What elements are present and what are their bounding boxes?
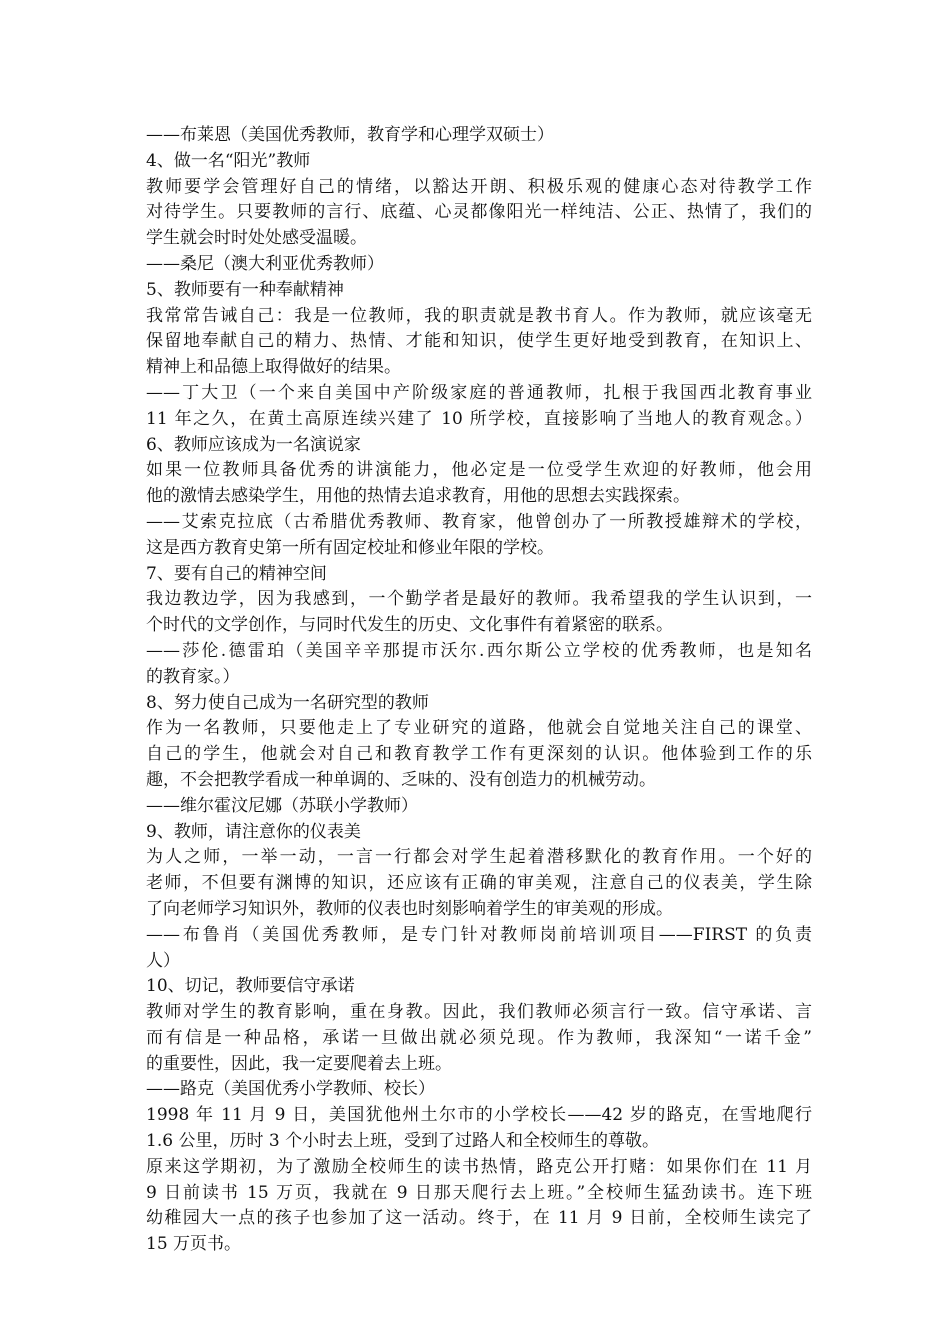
text-line: 15 万页书。 bbox=[146, 1234, 242, 1255]
text-line: 幼稚园大一点的孩子也参加了这一活动。终于，在 11 月 9 日前，全校师生读完了 bbox=[146, 1208, 812, 1229]
section-heading: 7、要有自己的精神空间 bbox=[146, 563, 327, 584]
text-line: 教师要学会管理好自己的情绪，以豁达开朗、积极乐观的健康心态对待教学工作 bbox=[146, 176, 812, 197]
text-line: 这是西方教育史第一所有固定校址和修业年限的学校。 bbox=[146, 537, 554, 558]
text-line: ——桑尼（澳大利亚优秀教师） bbox=[146, 253, 384, 274]
text-line: ——布莱恩（美国优秀教师，教育学和心理学双硕士） bbox=[146, 125, 554, 145]
text-line: 老师，不但要有渊博的知识，还应该有正确的审美观，注意自己的仪表美，学生除 bbox=[146, 873, 812, 894]
text-line: 原来这学期初，为了激励全校师生的读书热情，路克公开打赌：如果你们在 11 月 bbox=[146, 1156, 812, 1177]
text-line: 人） bbox=[146, 950, 180, 971]
text-line: 他的激情去感染学生，用他的热情去追求教育，用他的思想去实践探索。 bbox=[146, 486, 690, 507]
text-line: ——路克（美国优秀小学教师、校长） bbox=[146, 1079, 435, 1100]
text-line: 趣，不会把教学看成一种单调的、乏味的、没有创造力的机械劳动。 bbox=[146, 769, 656, 790]
section-heading: 4、做一名“阳光”教师 bbox=[146, 150, 311, 171]
section-heading: 8、努力使自己成为一名研究型的教师 bbox=[146, 692, 429, 713]
section-heading: 9、教师，请注意你的仪表美 bbox=[146, 821, 361, 842]
text-line: 9 日前读书 15 万页，我就在 9 日那天爬行去上班。”全校师生猛劲读书。连下班 bbox=[146, 1182, 812, 1203]
text-line: 我边教边学，因为我感到，一个勤学者是最好的教师。我希望我的学生认识到，一 bbox=[146, 589, 812, 610]
text-line: 个时代的文学创作，与同时代发生的历史、文化事件有着紧密的联系。 bbox=[146, 615, 673, 636]
text-line: 为人之师，一举一动，一言一行都会对学生起着潜移默化的教育作用。一个好的 bbox=[146, 847, 812, 868]
text-line: 11 年之久，在黄土高原连续兴建了 10 所学校，直接影响了当地人的教育观念。） bbox=[146, 408, 812, 429]
text-line: 了向老师学习知识外，教师的仪表也时刻影响着学生的审美观的形成。 bbox=[146, 898, 673, 919]
text-line: 自己的学生，他就会对自己和教育教学工作有更深刻的认识。他体验到工作的乐 bbox=[146, 744, 812, 765]
text-line: 精神上和品德上取得做好的结果。 bbox=[146, 357, 401, 378]
text-line: ——艾索克拉底（古希腊优秀教师、教育家，他曾创办了一所教授雄辩术的学校， bbox=[146, 511, 812, 532]
text-line: 学生就会时时处处感受温暖。 bbox=[146, 228, 367, 249]
text-line: 对待学生。只要教师的言行、底蕴、心灵都像阳光一样纯洁、公正、热情了，我们的 bbox=[146, 202, 812, 223]
text-line: ——丁大卫（一个来自美国中产阶级家庭的普通教师，扎根于我国西北教育事业 bbox=[146, 382, 812, 403]
text-line: 而有信是一种品格，承诺一旦做出就必须兑现。作为教师，我深知“一诺千金” bbox=[146, 1027, 812, 1048]
text-line: 1.6 公里，历时 3 个小时去上班，受到了过路人和全校师生的尊敬。 bbox=[146, 1131, 660, 1152]
text-line: 教师对学生的教育影响，重在身教。因此，我们教师必须言行一致。信守承诺、言 bbox=[146, 1002, 812, 1023]
text-line: 的教育家。） bbox=[146, 666, 240, 687]
text-line: ——维尔霍汶尼娜（苏联小学教师） bbox=[146, 795, 418, 816]
section-heading: 6、教师应该成为一名演说家 bbox=[146, 434, 361, 455]
text-line: 如果一位教师具备优秀的讲演能力，他必定是一位受学生欢迎的好教师，他会用 bbox=[146, 460, 812, 481]
document-page bbox=[146, 123, 812, 1258]
text-line: 的重要性，因此，我一定要爬着去上班。 bbox=[146, 1053, 452, 1074]
section-heading: 5、教师要有一种奉献精神 bbox=[146, 279, 344, 300]
text-line: 我常常告诫自己：我是一位教师，我的职责就是教书育人。作为教师，就应该毫无 bbox=[146, 305, 812, 326]
text-line: 1998 年 11 月 9 日，美国犹他州土尔市的小学校长——42 岁的路克，在雪地爬行 bbox=[146, 1105, 812, 1126]
text-line: ——莎伦.德雷珀（美国辛辛那提市沃尔.西尔斯公立学校的优秀教师，也是知名 bbox=[146, 640, 812, 661]
section-heading: 10、切记，教师要信守承诺 bbox=[146, 976, 355, 997]
text-line: 作为一名教师，只要他走上了专业研究的道路，他就会自觉地关注自己的课堂、 bbox=[146, 718, 812, 739]
text-line: ——布鲁肖（美国优秀教师，是专门针对教师岗前培训项目——FIRST 的负责 bbox=[146, 924, 812, 945]
text-line: 保留地奉献自己的精力、热情、才能和知识，使学生更好地受到教育，在知识上、 bbox=[146, 331, 812, 352]
